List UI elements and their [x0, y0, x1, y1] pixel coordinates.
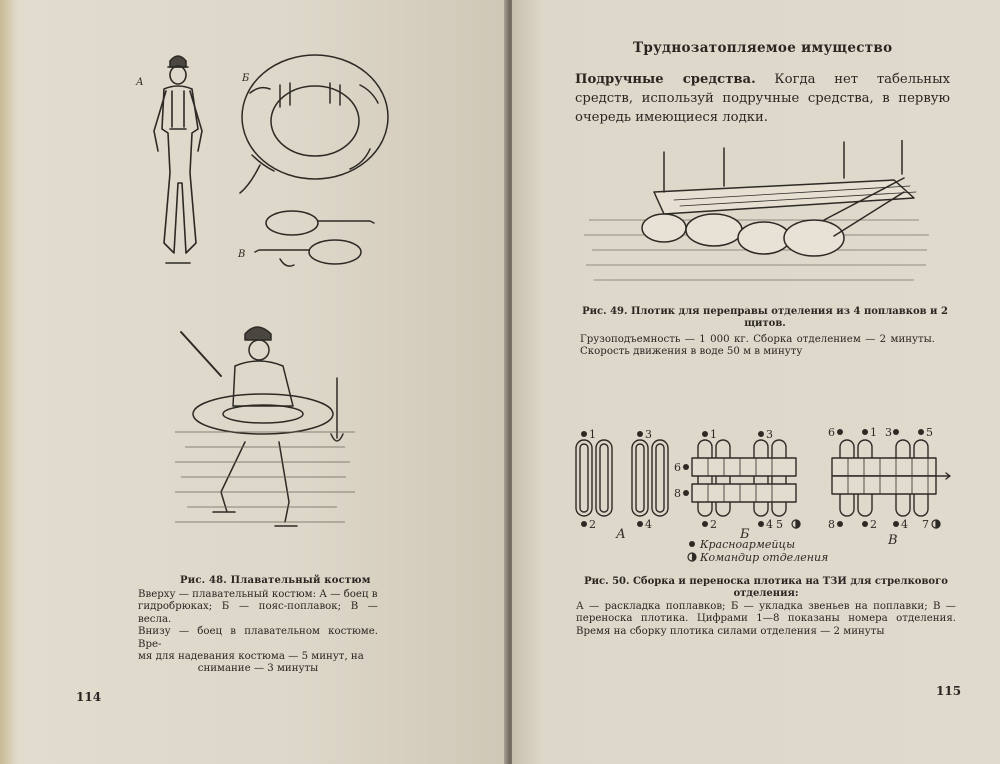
num-a-bottom-1: 4 [645, 518, 652, 531]
legend-soldiers: Красноармейцы [700, 538, 796, 551]
num-b-top-1: 3 [766, 428, 773, 441]
figure48-caption-body: Вверху — плавательный костюм: А — боец в гидробрюках; Б — пояс-поплавок; В — весла. Внизу — боец в плавательном костюме. Вре- мя для надевания костюма — 5 минут, на снимание — 3 минуты [138, 589, 378, 675]
figure48-caption-title: Рис. 48. Плавательный костюм [180, 575, 371, 586]
num-v-top-1: 1 [870, 426, 877, 439]
num-b-bottom-1: 4 [766, 518, 773, 531]
section-label-b: Б [740, 527, 750, 542]
num-v-bottom-2: 4 [901, 518, 908, 531]
num-v-top-3: 5 [926, 426, 933, 439]
intro-paragraph [575, 70, 950, 127]
num-b-top-0: 1 [710, 428, 717, 441]
label-a: А [136, 77, 144, 88]
num-b-side-1: 8 [674, 487, 681, 500]
right-page [512, 0, 1000, 764]
section-label-a: А [616, 527, 626, 542]
section-v-raft [832, 440, 950, 516]
figure50-assembly-diagram [570, 420, 960, 570]
num-b-bottom-2: 5 [776, 518, 783, 531]
num-b-bottom-0: 2 [710, 518, 717, 531]
num-v-top-2: 3 [885, 426, 892, 439]
figure49-caption-body: Грузоподъемность — 1 000 кг. Сборка отделением — 2 минуты. Скорость движения в воде 50 м в минуту [580, 334, 935, 358]
num-v-top-0: 6 [828, 426, 835, 439]
num-b-side-0: 6 [674, 461, 681, 474]
num-v-bottom-0: 8 [828, 518, 835, 531]
section-label-v: В [888, 533, 898, 548]
page-number-left: 114 [76, 690, 102, 704]
num-a-bottom-0: 2 [589, 518, 596, 531]
num-a-top-0: 1 [589, 428, 596, 441]
figure48-swimmer-illustration [175, 322, 355, 557]
figure50-caption-title: Рис. 50. Сборка и переноска плотика на ТЗИ для стрелкового отделения: [584, 576, 948, 599]
section-b-floats [692, 440, 796, 516]
figure49-caption-title: Рис. 49. Плотик для переправы отделения из 4 поплавков и 2 щитов. [582, 306, 948, 329]
label-v: В [238, 249, 246, 260]
figure49-raft-illustration [584, 140, 934, 300]
label-b: Б [242, 73, 250, 84]
intro-text: Когда нет табельных средств, используй подручные средства, в первую очередь имеющиеся лодки. [575, 72, 951, 125]
num-v-bottom-1: 2 [870, 518, 877, 531]
num-v-bottom-3: 7 [922, 518, 929, 531]
figure48-top-illustration [130, 45, 400, 280]
num-a-top-1: 3 [645, 428, 652, 441]
page-title: Труднозатопляемое имущество [633, 40, 893, 56]
intro-lead: Подручные средства. [575, 72, 756, 87]
legend-commander: Командир отделения [700, 551, 829, 564]
section-a-floats [576, 440, 668, 516]
figure50-caption-body: А — раскладка поплавков; Б — укладка звеньев на поплавки; В — переноска плотика. Цифрами 1—8 показаны номера отделения. Время на сборку плотика силами отделения — 2 минуты [576, 601, 956, 637]
page-number-right: 115 [936, 684, 962, 698]
